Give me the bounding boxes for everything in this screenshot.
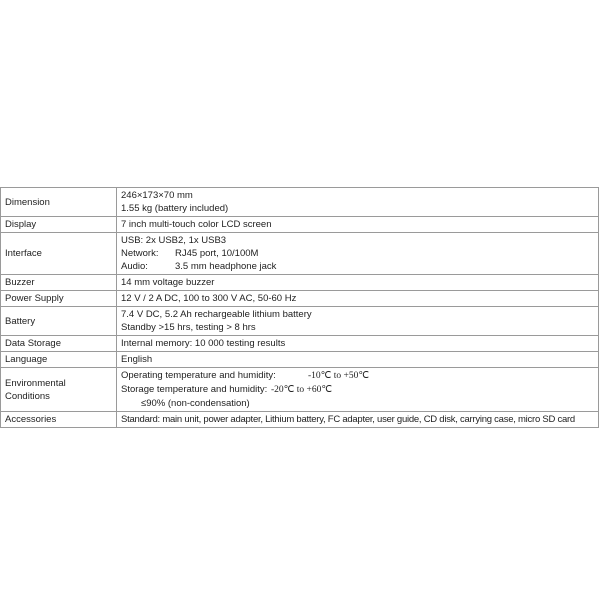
operating-key: Operating temperature and humidity: [121,370,276,381]
buzzer-label: Buzzer [1,275,117,291]
table-row [1,275,599,291]
operating-conditions [121,369,594,383]
table-row [1,217,599,233]
audio-value: 3.5 mm headphone jack [175,261,277,272]
table-row [1,336,599,352]
interface-audio [121,260,594,273]
humidity-value: ≤90% (non-condensation) [141,398,250,409]
table-row [1,233,599,275]
battery-value [117,307,599,336]
dimension-size: 246×173×70 mm [121,190,193,201]
interface-usb: USB: 2x USB2, 1x USB3 [121,235,227,246]
power-supply-label: Power Supply [1,291,117,307]
power-supply-value: 12 V / 2 A DC, 100 to 300 V AC, 50-60 Hz [117,291,599,307]
dimension-weight: 1.55 kg (battery included) [121,203,229,214]
battery-runtime: Standby >15 hrs, testing > 8 hrs [121,322,256,333]
language-value: English [117,352,599,368]
table-row [1,352,599,368]
storage-value: -20℃ to +60℃ [271,385,332,395]
buzzer-value: 14 mm voltage buzzer [117,275,599,291]
environment-value [117,368,599,412]
network-value: RJ45 port, 10/100M [175,248,259,259]
specifications-table [0,187,599,428]
table-row [1,307,599,336]
environment-label: Environmental Conditions [1,368,117,412]
interface-network [121,247,594,260]
data-storage-value: Internal memory: 10 000 testing results [117,336,599,352]
battery-label: Battery [1,307,117,336]
table-row [1,188,599,217]
display-label: Display [1,217,117,233]
table-row [1,412,599,428]
operating-value: -10℃ to +50℃ [308,371,369,381]
accessories-value: Standard: main unit, power adapter, Lithium battery, FC adapter, user guide, CD disk, carrying case, micro SD card [117,412,599,428]
display-value: 7 inch multi-touch color LCD screen [117,217,599,233]
battery-spec: 7.4 V DC, 5.2 Ah rechargeable lithium battery [121,309,312,320]
network-key: Network: [121,248,159,259]
audio-key: Audio: [121,261,148,272]
language-label: Language [1,352,117,368]
table-row [1,291,599,307]
dimension-value [117,188,599,217]
storage-conditions [121,383,594,397]
accessories-label: Accessories [1,412,117,428]
data-storage-label: Data Storage [1,336,117,352]
table-row [1,368,599,412]
interface-label: Interface [1,233,117,275]
dimension-label: Dimension [1,188,117,217]
interface-value [117,233,599,275]
storage-key: Storage temperature and humidity: [121,384,268,395]
